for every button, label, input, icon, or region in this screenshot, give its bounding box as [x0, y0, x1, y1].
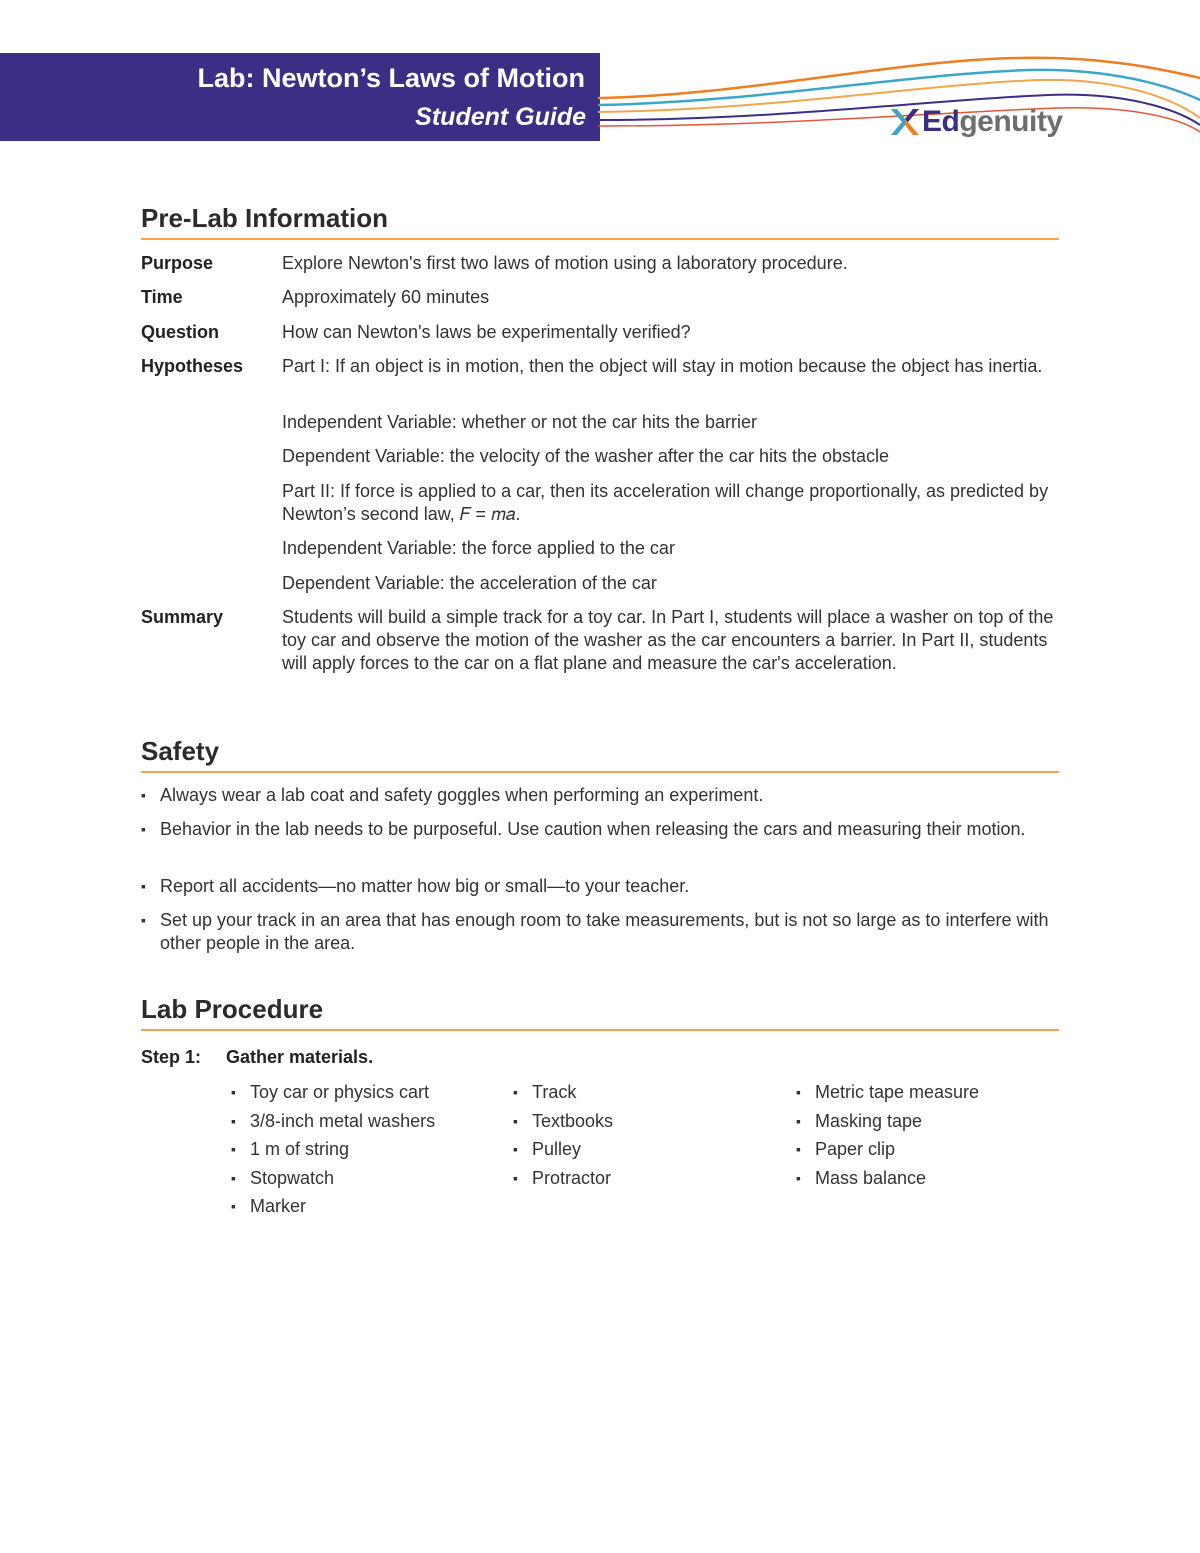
info-text: Explore Newton's first two laws of motion using a laboratory procedure.	[282, 253, 848, 273]
brand-name: Edgenuity	[922, 105, 1063, 138]
info-label: Question	[141, 322, 220, 342]
info-label: Summary	[141, 607, 224, 627]
step-label: Gather materials.	[226, 1047, 374, 1067]
materials-column-2	[513, 1081, 783, 1195]
bullet-icon: ▪	[513, 1169, 518, 1186]
list-item: ▪ Paper clip	[796, 1139, 896, 1159]
safety-item-text: Always wear a lab coat and safety goggles when performing an experiment.	[160, 785, 764, 805]
bullet-icon: ▪	[231, 1112, 236, 1129]
info-label: Hypotheses	[141, 356, 244, 376]
info-label: Purpose	[141, 253, 214, 273]
list-item: ▪ 3/8-inch metal washers	[231, 1110, 436, 1131]
bullet-icon: ▪	[231, 1169, 236, 1186]
info-text: Dependent Variable: the velocity of the washer after the car hits the obstacle	[282, 446, 890, 466]
bullet-icon: ▪	[513, 1112, 518, 1129]
bullet-icon: ▪	[513, 1141, 518, 1157]
list-item: ▪ Marker	[231, 1196, 307, 1216]
info-text: Dependent Variable: the acceleration of the car	[282, 573, 657, 593]
bullet-icon: ▪	[796, 1112, 801, 1129]
info-text: How can Newton's laws be experimentally verified?	[282, 322, 691, 342]
safety-heading: Safety	[141, 736, 1059, 773]
safety-item-text: Report all accidents—no matter how big or small—to your teacher.	[160, 876, 690, 896]
bullet-icon: ▪	[141, 787, 146, 803]
info-text: Approximately 60 minutes	[282, 287, 490, 307]
bullet-icon: ▪	[796, 1141, 801, 1157]
list-item: ▪ Mass balance	[796, 1167, 927, 1188]
list-item: ▪ Metric tape measure	[796, 1082, 980, 1102]
bullet-icon: ▪	[231, 1084, 236, 1100]
info-label: Time	[141, 287, 183, 307]
edgenuity-logo	[888, 102, 1063, 142]
bullet-icon: ▪	[141, 878, 146, 894]
step-number: Step 1:	[141, 1047, 202, 1067]
list-item: ▪ Pulley	[513, 1139, 582, 1159]
prelab-heading: Pre-Lab Information	[141, 203, 1059, 240]
bullet-icon: ▪	[141, 912, 146, 928]
list-item: ▪ Textbooks	[513, 1110, 614, 1131]
list-item: ▪ Protractor	[513, 1167, 612, 1188]
info-text: Part I: If an object is in motion, then the object will stay in motion because the object has inertia.	[282, 356, 1043, 376]
materials-column-1	[231, 1081, 501, 1224]
safety-item-text: Set up your track in an area that has enough room to take measurements, but is not so large as to interfere with other people in the area.	[160, 910, 1049, 953]
list-item: ▪ Toy car or physics cart	[231, 1082, 430, 1102]
bullet-icon: ▪	[796, 1084, 801, 1100]
bullet-icon: ▪	[231, 1198, 236, 1214]
list-item: ▪ Stopwatch	[231, 1167, 335, 1188]
list-item: ▪ 1 m of string	[231, 1139, 350, 1159]
document-title: Lab: Newton’s Laws of Motion	[197, 63, 585, 93]
bullet-icon: ▪	[513, 1084, 518, 1100]
info-text: Independent Variable: whether or not the car hits the barrier	[282, 412, 757, 432]
info-text: Part II: If force is applied to a car, then its acceleration will change proportionally, as predicted by Newton’s second law, 𝐹 = 𝑚𝑎.	[282, 481, 1049, 524]
info-text: Students will build a simple track for a toy car. In Part I, students will place a washer on top of the toy car and observe the motion of the washer as the car encounters a barrier. In Part II, students will apply forces to the car on a flat plane and measure the car's acceleration.	[282, 607, 1054, 673]
document-subtitle: Student Guide	[415, 103, 586, 131]
bullet-icon: ▪	[231, 1141, 236, 1157]
edgenuity-x-icon	[888, 105, 922, 139]
bullet-icon: ▪	[796, 1169, 801, 1186]
info-text: Independent Variable: the force applied to the car	[282, 538, 675, 558]
bullet-icon: ▪	[141, 821, 146, 837]
list-item: ▪ Track	[513, 1082, 577, 1102]
safety-item-text: Behavior in the lab needs to be purposeful. Use caution when releasing the cars and measuring their motion.	[160, 819, 1026, 839]
header-banner	[0, 53, 600, 141]
materials-column-3	[796, 1081, 1066, 1195]
procedure-heading: Lab Procedure	[141, 994, 1059, 1031]
list-item: ▪ Masking tape	[796, 1110, 923, 1131]
